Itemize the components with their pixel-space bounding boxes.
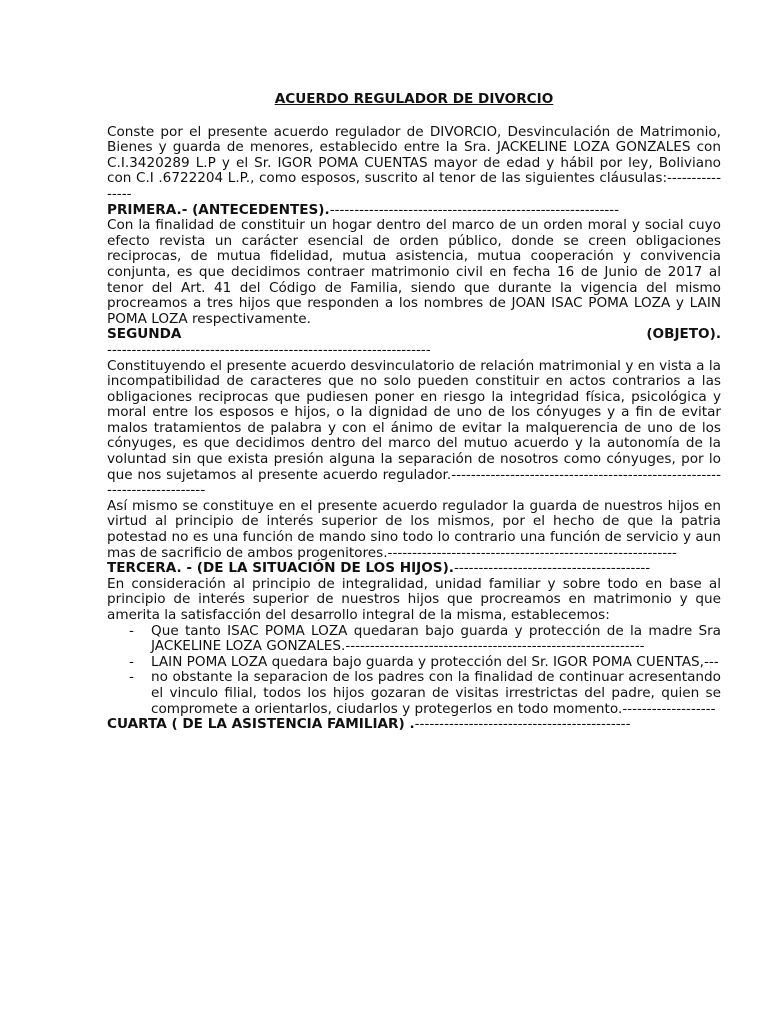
clause-segunda-body-2: Así mismo se constituye en el presente acuerdo regulador la guarda de nuestros hijos en virtud al principio de interés superior de los mismos, por el hecho de que la patria potestad no es una función de mando sino todo lo contrario una función de servicio y aun mas de sacrificio de ambos progenitores.----------------------------------------------------------- [107,497,721,561]
clause-primera-title: PRIMERA.- (ANTECEDENTES). [107,202,330,218]
clause-segunda-dashes: ------------------------------------------------------------------ [107,342,431,358]
intro-paragraph: Conste por el presente acuerdo regulador de DIVORCIO, Desvinculación de Matrimonio, Bienes y guarda de menores, establecido entre la Sra. JACKELINE LOZA GONZALES con C.I.3420289 L.P y el Sr. IGOR POMA CUENTAS mayor de edad y hábil por ley, Boliviano con C.I .6722204 L.P., como esposos, suscrito al tenor de las siguientes cláusulas:---------------- [107,123,721,202]
clause-primera-body: Con la finalidad de constituir un hogar dentro del marco de un orden moral y social cuyo efecto revista un carácter esencial de orden público, donde se creen obligaciones reciprocas, de mutua fidelidad, mutua asistencia, mutua cooperación y convivencia conjunta, es que decidimos contraer matrimonio civil en fecha 16 de Junio de 2017 al tenor del Art. 41 del Código de Familia, siendo que durante la vigencia del mismo procreamos a tres hijos que responden a los nombres de JOAN ISAC POMA LOZA y LAIN POMA LOZA respectivamente. [107,217,721,327]
clause-segunda-body-1: Constituyendo el presente acuerdo desvinculatorio de relación matrimonial y en vista a la incompatibilidad de caracteres que no solo pueden constituir en actos contrarios a las obligaciones reciprocas que pudiesen poner en riesgo la integridad física, psicológica y moral entre los esposos e hijos, o la dignidad de uno de los cónyuges y a fin de evitar malos tratamientos de palabra y con el ánimo de evitar la malquerencia de uno de los cónyuges, es que decidimos dentro del marco del mutuo acuerdo y la autonomía de la voluntad sin que exista presión alguna la separación de nosotros como cónyuges, por lo que nos sujetamos al presente acuerdo regulador.--------------------------------------------------------------------------- [107,357,721,499]
document-content [107,92,721,733]
list-item: - no obstante la separacion de los padres con la finalidad de continuar acresentando el vinculo filial, todos los hijos gozaran de visitas irrestrictas del padre, quien se compromete a orientarlos, ciudarlos y protegerlos en todo momento.------------------- [129,670,721,717]
document-title: ACUERDO REGULADOR DE DIVORCIO [274,91,554,107]
clause-cuarta-heading [107,717,721,733]
clause-tercera-heading [107,561,721,577]
clause-segunda-heading [107,327,721,343]
list-item: - LAIN POMA LOZA quedara bajo guarda y protección del Sr. IGOR POMA CUENTAS,--- [129,655,721,671]
clause-tercera-list [107,624,721,718]
clause-tercera-body: En consideración al principio de integralidad, unidad familiar y sobre todo en base al principio de interés superior de nuestros hijos que procreamos en matrimonio y que amerita la satisfacción del desarrollo integral de la misma, establecemos: [107,575,721,623]
clause-segunda-label: SEGUNDA [107,326,182,343]
clause-tercera-title: TERCERA. - (DE LA SITUACIÓN DE LOS HIJOS). [107,560,454,577]
clause-primera-heading [107,203,721,219]
list-item: - Que tanto ISAC POMA LOZA quedaran bajo guarda y protección de la madre Sra JACKELINE LOZA GONZALES.------------------------------------------------------------- [129,624,721,655]
clause-cuarta-title: CUARTA ( DE LA ASISTENCIA FAMILIAR) . [107,717,415,733]
clause-tercera-dashes: ---------------------------------------- [453,560,651,577]
clause-cuarta-dashes: -------------------------------------------- [414,717,631,733]
clause-segunda-subject: (OBJETO). [646,326,721,343]
clause-primera-dashes: ----------------------------------------------------------- [329,202,620,218]
